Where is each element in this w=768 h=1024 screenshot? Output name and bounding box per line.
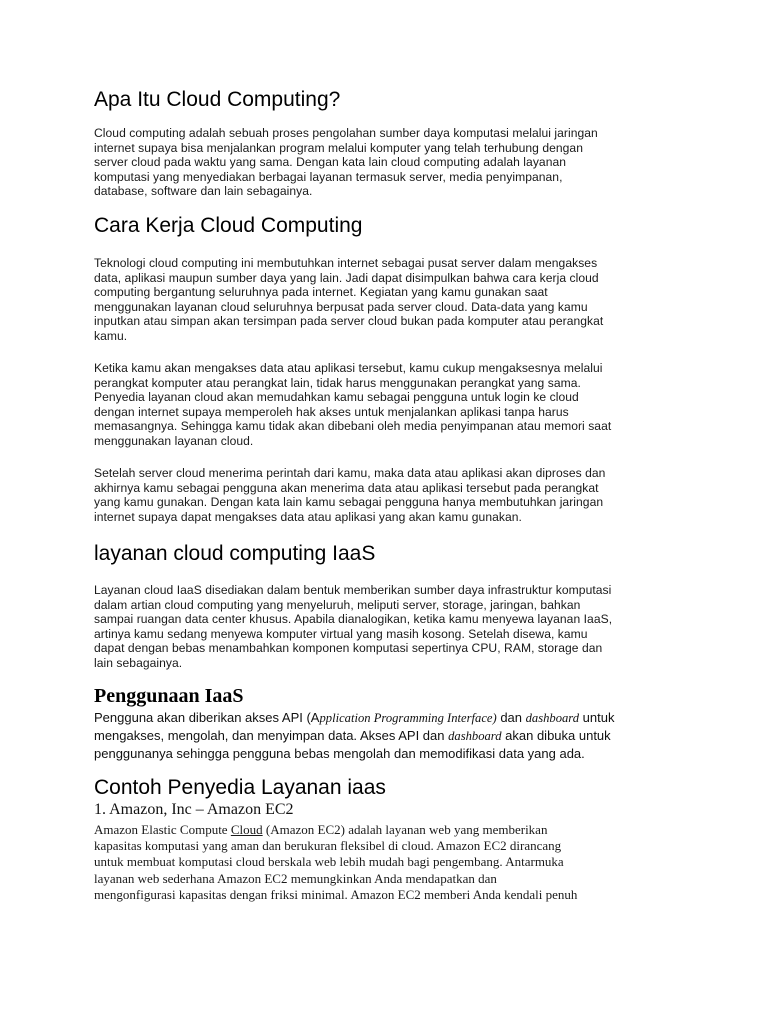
text-line bbox=[94, 709, 684, 727]
text-line: Layanan cloud IaaS disediakan dalam bentuk memberikan sumber daya infrastruktur komputasi bbox=[94, 583, 612, 597]
text-line: inputkan atau simpan akan tersimpan pada server cloud bukan pada komputer atau perangkat bbox=[94, 314, 604, 329]
text-line: Setelah server cloud menerima perintah dari kamu, maka data atau aplikasi akan diproses dan bbox=[94, 466, 606, 480]
paragraph-amazon-ec2 bbox=[94, 822, 684, 903]
text-segment: akan dibuka untuk bbox=[501, 728, 611, 743]
italic-term-dashboard: dashboard bbox=[448, 729, 502, 743]
text-line: artinya kamu sedang menyewa komputer virtual yang masih kosong. Setelah disewa, kamu bbox=[94, 626, 588, 641]
heading-penggunaan-iaas: Penggunaan IaaS bbox=[94, 685, 244, 707]
text-line: kapasitas komputasi yang aman dan berukuran fleksibel di cloud. Amazon EC2 dirancang bbox=[94, 838, 562, 854]
text-segment: dan bbox=[496, 710, 526, 725]
text-line: perangkat komputer atau perangkat lain, tidak harus menggunakan perangkat yang sama. bbox=[94, 375, 581, 390]
text-line: layanan web sederhana Amazon EC2 memungkinkan Anda mendapatkan dan bbox=[94, 870, 497, 886]
text-line: untuk membuat komputasi cloud berskala web lebih mudah bagi pengembang. Antarmuka bbox=[94, 854, 564, 870]
text-line: sampai ruangan data center khusus. Apabila dianalogikan, ketika kamu menyewa layanan IaaS, bbox=[94, 612, 613, 627]
text-segment: untuk bbox=[579, 710, 615, 725]
text-line bbox=[94, 822, 684, 838]
text-line: server cloud pada waktu yang sama. Dengan kata lain cloud computing adalah layanan bbox=[94, 155, 567, 170]
text-segment: Pengguna akan diberikan akses API (A bbox=[94, 710, 320, 725]
text-line: penggunanya sehingga pengguna bebas mengolah dan memodifikasi data yang ada. bbox=[94, 746, 585, 761]
paragraph-cara-kerja-1 bbox=[94, 256, 680, 344]
text-line: dapat dengan bebas menambahkan komponen komputasi sepertinya CPU, RAM, storage dan bbox=[94, 641, 603, 656]
text-line: mengonfigurasi kapasitas dengan friksi minimal. Amazon EC2 memberi Anda kendali penuh bbox=[94, 886, 578, 902]
text-line: Ketika kamu akan mengakses data atau aplikasi tersebut, kamu cukup mengaksesnya melalui bbox=[94, 361, 603, 375]
paragraph-cara-kerja-2 bbox=[94, 361, 680, 449]
text-line: dengan internet supaya memperoleh hak akses untuk menjalankan aplikasi tanpa harus bbox=[94, 404, 569, 419]
italic-term-api: pplication Programming Interface) bbox=[319, 711, 497, 725]
text-line: akhirnya kamu sebagai pengguna akan menerima data atau aplikasi tersebut pada perangkat bbox=[94, 480, 599, 495]
text-line: yang kamu gunakan. Dengan kata lain kamu sebagai pengguna hanya membutuhkan jaringan bbox=[94, 495, 604, 510]
text-line: Cloud computing adalah sebuah proses pengolahan sumber daya komputasi melalui jaringan bbox=[94, 126, 598, 140]
paragraph-layanan-iaas bbox=[94, 583, 680, 671]
text-line: Penyedia layanan cloud akan memudahkan kamu sebagai pengguna untuk login ke cloud bbox=[94, 390, 579, 405]
text-line bbox=[94, 727, 684, 745]
paragraph-penggunaan-iaas bbox=[94, 709, 684, 763]
text-line: data, aplikasi maupun sumber daya yang lain. Jadi dapat disimpulkan bahwa cara kerja cloud bbox=[94, 270, 599, 285]
heading-apa-itu-cloud-computing: Apa Itu Cloud Computing? bbox=[94, 88, 341, 111]
text-line: database, software dan lain sebagainya. bbox=[94, 184, 313, 199]
text-segment: (Amazon EC2) adalah layanan web yang memberikan bbox=[262, 822, 548, 837]
text-line: dalam artian cloud computing yang menyeluruh, meliputi server, storage, jaringan, bahkan bbox=[94, 597, 581, 612]
italic-term-dashboard: dashboard bbox=[525, 711, 580, 725]
text-line: computing bergantung seluruhnya pada internet. Kegiatan yang kamu gunakan saat bbox=[94, 285, 548, 300]
subheading-amazon-ec2: 1. Amazon, Inc – Amazon EC2 bbox=[94, 801, 294, 818]
text-line: memasangnya. Sehingga kamu tidak akan dibebani oleh media penyimpanan atau memori saat bbox=[94, 419, 612, 434]
text-line: Teknologi cloud computing ini membutuhkan internet sebagai pusat server dalam mengakses bbox=[94, 256, 598, 270]
heading-cara-kerja: Cara Kerja Cloud Computing bbox=[94, 214, 363, 237]
text-line: komputasi yang menyediakan berbagai layanan termasuk server, media penyimpanan, bbox=[94, 169, 563, 184]
text-line: internet supaya dapat mengakses data atau aplikasi yang akan kamu gunakan. bbox=[94, 509, 522, 524]
text-segment: mengakses, mengolah, dan menyimpan data. Akses API dan bbox=[94, 728, 449, 743]
text-line: internet supaya bisa menjalankan program melalui komputer yang telah terhubung dengan bbox=[94, 140, 583, 155]
text-line: menggunakan layanan cloud seluruhnya berpusat pada server cloud. Data-data yang kamu bbox=[94, 299, 588, 314]
heading-layanan-iaas: layanan cloud computing IaaS bbox=[94, 542, 376, 565]
text-segment: Amazon Elastic Compute bbox=[94, 822, 231, 837]
paragraph-cloud-definition bbox=[94, 126, 680, 199]
text-line: kamu. bbox=[94, 328, 128, 343]
heading-contoh-penyedia: Contoh Penyedia Layanan iaas bbox=[94, 776, 386, 799]
text-line: menggunakan layanan cloud. bbox=[94, 433, 254, 448]
text-line: lain sebagainya. bbox=[94, 655, 183, 670]
cloud-link[interactable]: Cloud bbox=[230, 822, 263, 837]
paragraph-cara-kerja-3 bbox=[94, 466, 680, 524]
